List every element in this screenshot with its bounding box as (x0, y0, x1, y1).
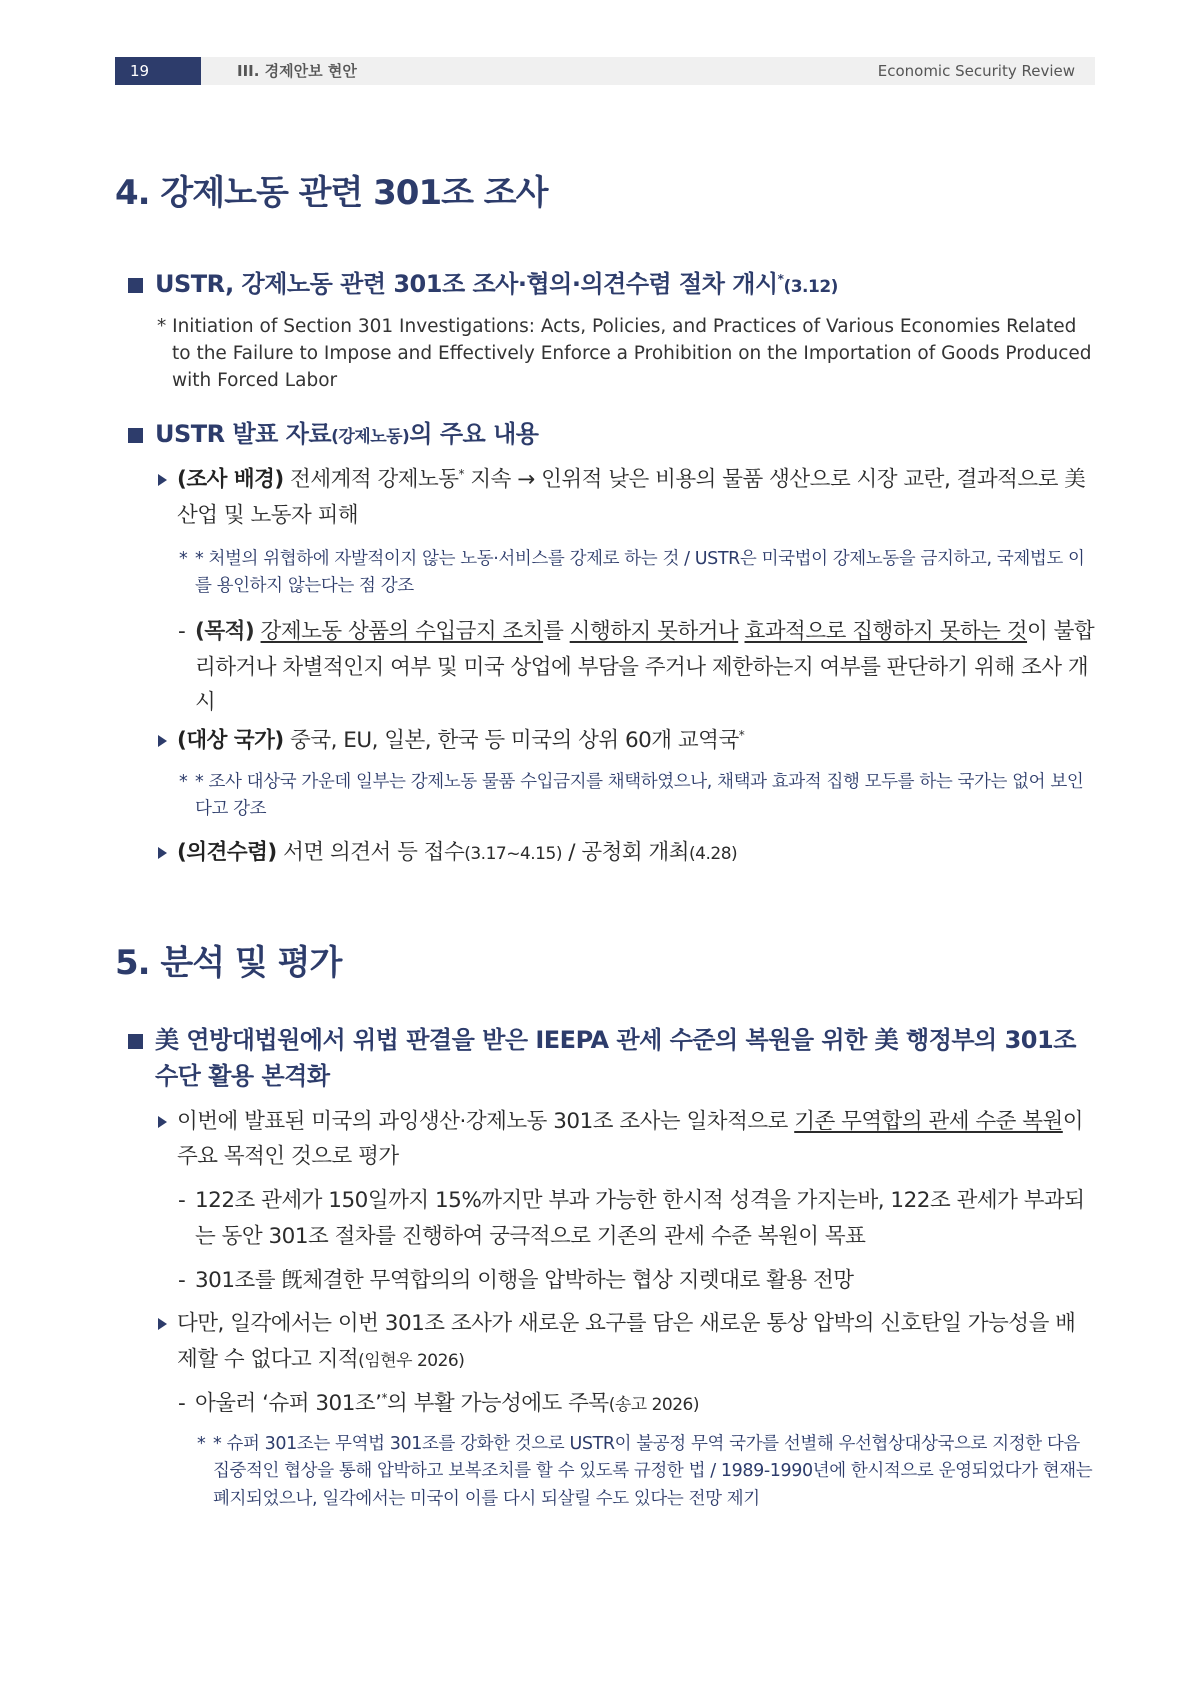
text-run: 를 (543, 619, 570, 645)
bullet-text: 이번에 발표된 미국의 과잉생산·강제노동 301조 조사는 일차적으로 (177, 1108, 795, 1134)
underlined-text: 효과적으로 집행하지 못하는 것 (744, 619, 1028, 645)
bullet-target-countries (115, 723, 1095, 759)
footnote-forced-labor (115, 546, 1095, 600)
dash-marker: - (178, 1390, 186, 1416)
bullet-text: 전세계적 강제노동 (283, 467, 459, 493)
section-5-title: 5. 분석 및 평가 (115, 942, 342, 983)
citation: (임현우 2026) (358, 1350, 465, 1371)
sub-heading-analysis (115, 1022, 1095, 1094)
bullet-text: 중국, EU, 일본, 한국 등 미국의 상위 60개 교역국 (283, 728, 739, 754)
dash-marker: - (178, 619, 186, 645)
footnote-super-301 (115, 1431, 1095, 1512)
bullet-assessment (115, 1104, 1095, 1175)
dash-item-purpose (115, 614, 1095, 721)
document-body (115, 165, 1095, 1513)
journal-name: Economic Security Review (877, 62, 1075, 80)
footnote-mark: * (777, 272, 784, 286)
bullet-label: (대상 국가) (177, 728, 284, 754)
dash-marker: - (178, 1188, 186, 1214)
bullet-text: 서면 의견서 등 접수 (276, 840, 465, 866)
footnote-mark: * (458, 467, 465, 482)
dash-item-leverage (115, 1263, 1095, 1299)
asterisk-icon: * (197, 1434, 206, 1455)
footnote-text: * 슈퍼 301조는 무역법 301조를 강화한 것으로 USTR이 불공정 무역 국가를 선별해 우선협상대상국으로 지정한 다음 집중적인 협상을 통해 압박하고 보복조치를 할 수 있도록 규정한 법 / 1989-1990년에 한시적으로 운영되었다가 현재는 폐지되었으나, 일각에서는 미국이 이를 다시 되살릴 수도 있다는 전망 제기 (213, 1434, 1093, 1509)
sub-heading-text: USTR 발표 자료 (155, 420, 332, 449)
bullet-label: (조사 배경) (177, 467, 284, 493)
triangle-bullet-icon (158, 735, 167, 747)
footnote-english: * Initiation of Section 301 Investigations: Acts, Policies, and Practices of Various Economies Related to the Failure to Impose and Effectively Enforce a Prohibition on the Importation of Goods Produced with Forced Labor (157, 316, 1092, 391)
sub-heading-note: (강제노동) (331, 427, 410, 448)
dash-item-super-301 (115, 1386, 1095, 1422)
citation: (송고 2026) (608, 1394, 699, 1415)
underlined-text: 시행하지 못하거나 (569, 619, 739, 645)
triangle-bullet-icon (158, 847, 167, 859)
section-label: III. 경제안보 현안 (237, 62, 357, 80)
footnote-mark: * (738, 727, 745, 742)
underlined-text: 강제노동 상품의 수입금지 조치 (260, 619, 544, 645)
bullet-public-comment (115, 835, 1095, 871)
sub-heading-ustr-release (115, 416, 1095, 452)
bullet-text-cont: 지속 → 인위적 낮은 비용의 물품 생산으로 시장 교란, 결과적으로 美 산업 및 노동자 피해 (177, 467, 1086, 529)
footnote-target-countries (115, 769, 1095, 823)
footnote-text: * 조사 대상국 가운데 일부는 강제노동 물품 수입금지를 채택하였으나, 채택과 효과적 집행 모두를 하는 국가는 없어 보인다고 강조 (195, 771, 1084, 819)
page-header (115, 57, 1095, 85)
sub-heading-ustr-investigation (115, 266, 1095, 302)
footnote-mark: * (381, 1390, 387, 1405)
triangle-bullet-icon (158, 474, 167, 486)
bullet-label: (의견수렴) (177, 840, 277, 866)
triangle-bullet-icon (158, 1116, 167, 1128)
dash-label: (목적) (195, 619, 255, 645)
asterisk-icon: * (179, 771, 188, 792)
bullet-new-pressure (115, 1306, 1095, 1377)
bullet-text: 다만, 일각에서는 이번 301조 조사가 새로운 요구를 담은 새로운 통상 압박의 신호탄일 가능성을 배제할 수 없다고 지적 (177, 1311, 1076, 1372)
dash-text: 122조 관세가 150일까지 15%까지만 부과 가능한 한시적 성격을 가지는바, 122조 관세가 부과되는 동안 301조 절차를 진행하여 궁극적으로 기존의 관세 수준 복원이 목표 (195, 1188, 1085, 1249)
dash-text: 아울러 ‘슈퍼 301조’ (195, 1390, 382, 1416)
date-range: (3.17~4.15) (464, 844, 562, 865)
bullet-text-cont: 이 주요 목적인 것으로 평가 (177, 1108, 1084, 1170)
asterisk-icon: * (179, 548, 188, 569)
sub-heading-date: (3.12) (783, 277, 838, 297)
sub-heading-text-end: 의 주요 내용 (409, 420, 539, 449)
text-run: 이 불합리하거나 차별적인지 여부 및 미국 상업에 부담을 주거나 제한하는지 여부를 판단하기 위해 조사 개시 (195, 619, 1095, 716)
dash-item-section-122 (115, 1183, 1095, 1254)
bullet-background (115, 462, 1095, 533)
section-4-title: 4. 강제노동 관련 301조 조사 (115, 173, 548, 213)
square-bullet-icon (128, 428, 143, 443)
sub-heading-text: 美 연방대법원에서 위법 판결을 받은 IEEPA 관세 수준의 복원을 위한 美 행정부의 301조 수단 활용 본격화 (155, 1025, 1076, 1090)
footnote-text: * 처벌의 위협하에 자발적이지 않는 노동·서비스를 강제로 하는 것 / USTR은 미국법이 강제노동을 금지하고, 국제법도 이를 용인하지 않는다는 점 강조 (195, 548, 1085, 596)
underlined-text: 기존 무역합의 관세 수준 복원 (794, 1108, 1063, 1134)
sub-heading-text: USTR, 강제노동 관련 301조 조사·협의·의견수렴 절차 개시 (155, 270, 778, 298)
bullet-text-cont: / 공청회 개최 (561, 840, 690, 866)
triangle-bullet-icon (158, 1318, 167, 1330)
square-bullet-icon (128, 1034, 143, 1049)
dash-text: 301조를 旣체결한 무역합의의 이행을 압박하는 협상 지렛대로 활용 전망 (195, 1267, 854, 1293)
page-number: 19 (115, 57, 201, 85)
dash-marker: - (178, 1267, 186, 1293)
dash-text-cont: 의 부활 가능성에도 주목 (387, 1390, 609, 1416)
hearing-date: (4.28) (689, 844, 738, 865)
square-bullet-icon (128, 278, 143, 293)
